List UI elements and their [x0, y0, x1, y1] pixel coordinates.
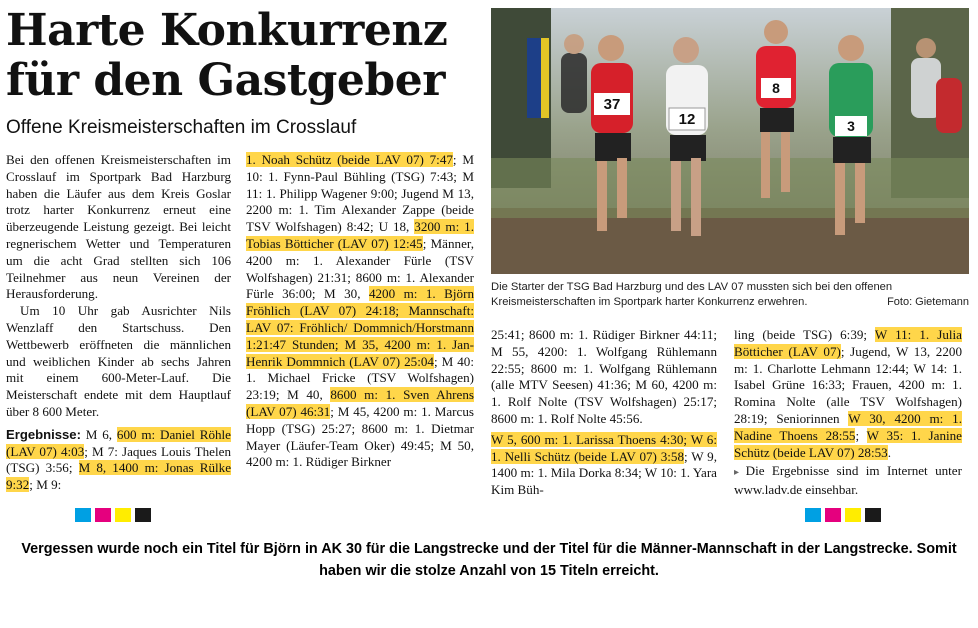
article-subheadline: Offene Kreismeisterschaften im Crosslauf [6, 117, 357, 138]
photo-caption [491, 280, 969, 310]
color-registration-marks [75, 508, 151, 522]
highlighted-result: W 35: 1. Janine Schütz (beide LAV 07) 28:53 [734, 427, 962, 460]
yellow-swatch [115, 508, 131, 522]
caption-text: Die Starter der TSG Bad Harzburg und des LAV 07 mussten sich bei den offenen Kreismeisterschaften im Sportpark harter Konkurrenz erwehren. [491, 281, 893, 308]
bib-number: 3 [847, 118, 855, 134]
women-results: W 5, 600 m: 1. Larissa Thoens 4:30; W 6: 1. Nelli Schütz (beide LAV 07) 3:58; W 9, 1400 m: 1. Mila Dorka 8:34; W 10: 1. Yara Kim Büh- [491, 431, 718, 498]
results-continued: 1. Noah Schütz (beide LAV 07) 7:47; M 10: 1. Fynn-Paul Bühling (TSG) 7:43; M 11: 1. Philipp Wagener 9:00; Jugend M 13, 2200 m: 1. Tim Alexander Zappe (beide TSV Wolfshagen) 8:42; U 18, 3200 m: 1. Tobias Bötticher (LAV 07) 12:45; Männer, 4200 m: 1. Alexander Fürle (TSV Wolfshagen) 21:31; 8600 m: 1. Alexander Fürle 36:00; M 30, 4200 m: 1. Björn Fröhlich (LAV 07) 24:18; Mannschaft: LAV 07: Fröhlich/ Dommnich/Horstmann 1:21:47 Stunden; M 35, 4200 m: 1. Jan-Henrik Dommnich (LAV 07) 25:04; M 40: 1. Michael Fricke (TSV Wolfshagen) 23:19; M 40, 8600 m: 1. Sven Ahrens (LAV 07) 46:31; M 45, 4200 m: 1. Marcus Hopp (TSG) 25:27; 8600 m: 1. Dietmar Mayer (Läufer-Team Oker) 49:45; M 50, 4200 m: 1. Rüdiger Birkner [246, 152, 474, 470]
results-label: Ergebnisse: [6, 426, 81, 442]
magenta-swatch [95, 508, 111, 522]
race-photo [491, 8, 969, 274]
women-results-continued: ling (beide TSG) 6:39; W 11: 1. Julia Bötticher (LAV 07); Jugend, W 13, 2200 m: 1. Charlotte Lehmann 12:44; W 14: 1. Isabel Grüne 16:33; Frauen, 4200 m: 1. Romina Nolte (alle TSV Wolfshagen) 28:19; Seniorinnen W 30, 4200 m: 1. Nadine Thoens 28:55; W 35: 1. Janine Schütz (beide LAV 07) 28:53. [734, 327, 962, 460]
highlighted-result: W 11: 1. Julia Bötticher (LAV 07) [734, 327, 962, 359]
cyan-swatch [75, 508, 91, 522]
yellow-swatch [845, 508, 861, 522]
highlighted-result: 4200 m: 1. Björn Fröhlich (LAV 07) 24:18; Mannschaft: LAV 07: Fröhlich/ Dommnich/Horstmann 1:21:47 Stunden; M 35, 4200 m: 1. Jan-Henrik Dommnich (LAV 07) 25:04 [246, 286, 474, 369]
highlighted-result: 1. Noah Schütz (beide LAV 07) 7:47 [246, 152, 453, 167]
arrow-right-icon: ▸ [734, 467, 746, 479]
highlighted-result: 3200 m: 1. Tobias Bötticher (LAV 07) 12:45 [246, 219, 474, 251]
article-column-4 [734, 327, 962, 499]
article-headline: Harte Konkurrenz für den Gastgeber [6, 5, 448, 106]
black-swatch [865, 508, 881, 522]
highlighted-result: 600 m: Daniel Röhle (LAV 07) 4:03 [6, 426, 231, 459]
magenta-swatch [825, 508, 841, 522]
color-registration-marks [805, 508, 881, 522]
intro-paragraph: Bei den offenen Kreismeisterschaften im Crosslauf im Sportpark Bad Harzburg haben die Läufer aus dem Kreis Goslar trotz harter Konkurrenz erneut eine überzeugende Leistung gezeigt. Bei leicht regnerischem Wetter und Temperaturen um die acht Grad stellten sich 106 Teilnehmer aus neun Vereinen der Herausforderung. [6, 152, 231, 302]
highlighted-result: M 8, 1400 m: Jonas Rülke 9:32 [6, 460, 232, 493]
bib-number: 37 [603, 96, 621, 113]
highlighted-result: 8600 m: 1. Sven Ahrens (LAV 07) 46:31 [246, 387, 474, 419]
added-note: Vergessen wurde noch ein Titel für Björn in AK 30 für die Langstrecke und der Titel für die Männer-Mannschaft in der Langstrecke. Somit haben wir die stolze Anzahl von 15 Titeln erreicht. [21, 541, 957, 579]
runners-photo-illustration [491, 8, 969, 274]
article-column-3 [491, 327, 717, 499]
article-column-1 [6, 152, 231, 494]
bib-number: 8 [772, 80, 780, 96]
black-swatch [135, 508, 151, 522]
start-paragraph: Um 10 Uhr gab Ausrichter Nils Wenzlaff den Startschuss. Den Wettbewerb eröffneten die männlichen und weiblichen Kinder ab sechs Jahren mit einem 600-Meter-Lauf. Die Meisterschaft endete mit dem Hauptlauf über 8 600 Meter. [6, 303, 231, 419]
results-source-note: ▸ Die Ergebnisse sind im Internet unter www.ladv.de einsehbar. [734, 463, 962, 498]
article-column-2 [246, 152, 474, 471]
highlighted-result: W 5, 600 m: 1. Larissa Thoens 4:30; W 6: 1. Nelli Schütz (beide LAV 07) 3:58 [491, 431, 717, 464]
photo-credit: Foto: Gietemann [887, 296, 969, 308]
results-continued: 25:41; 8600 m: 1. Rüdiger Birkner 44:11; M 55, 4200: 1. Wolfgang Rühlemann 22:55; 8600 m: 1. Wolfgang Rühlemann (alle MTV Seesen) 41:36; M 60, 4200 m: 1. Rolf Nolte (TSV Wolfshagen) 25:17; 8600 m: 1. Rolf Nolte 45:56. [491, 327, 717, 426]
bib-number: 12 [678, 111, 696, 128]
highlighted-result: W 30, 4200 m: 1. Nadine Thoens 28:55 [734, 410, 962, 443]
results-paragraph: Ergebnisse: M 6, 600 m: Daniel Röhle (LAV 07) 4:03; M 7: Jaques Louis Thelen (TSG) 3:56; M 8, 1400 m: Jonas Rülke 9:32; M 9: [6, 426, 232, 493]
cyan-swatch [805, 508, 821, 522]
